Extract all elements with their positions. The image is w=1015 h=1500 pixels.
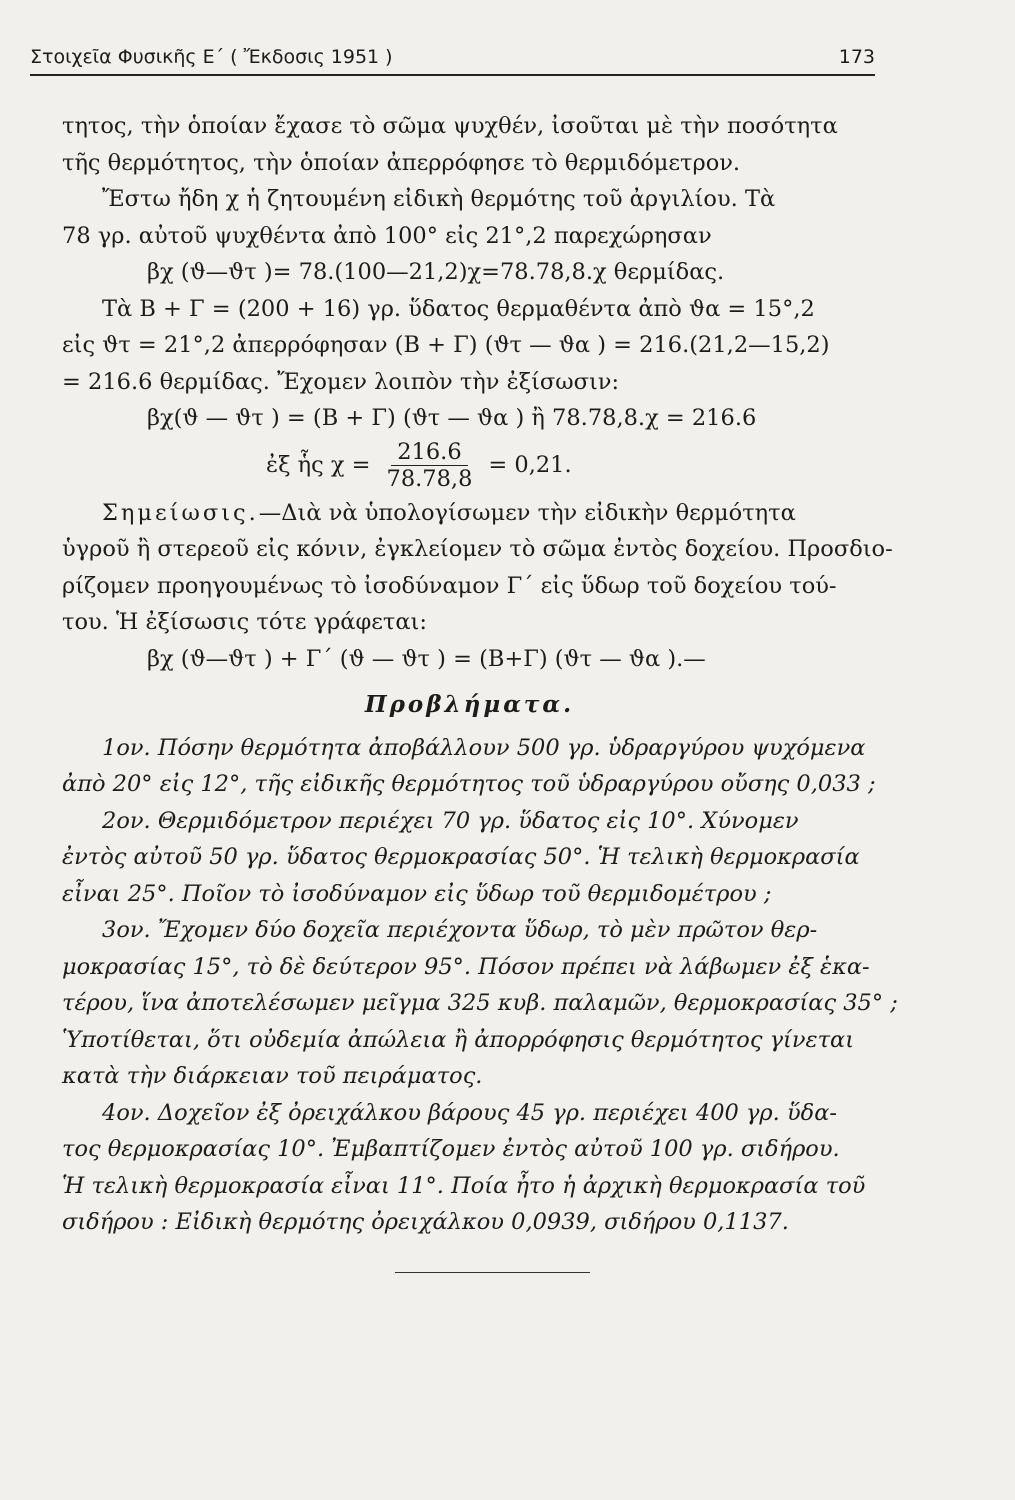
problem-line: 4ον. Δοχεῖον ἐξ ὀρειχάλκου βάρους 45 γρ. περιέχει 400 γρ. ὕδα- [102,1099,837,1126]
fraction-numerator: 216.6 [391,439,467,466]
fraction-denominator: 78.78,8 [386,466,473,492]
problem-line: σιδήρου : Εἰδικὴ θερμότης ὀρειχάλκου 0,0939, σιδήρου 0,1137. [62,1209,789,1235]
note-label: Σημείωσις. [102,499,259,526]
page-number: 173 [838,46,875,68]
problem-line: κατὰ τὴν διάρκειαν τοῦ πειράματος. [62,1063,483,1089]
problems-title: Προβλήματα. [364,691,575,718]
fraction-result: = 0,21. [488,452,572,479]
header-title: Στοιχεῖα Φυσικῆς Ε΄ ( Ἔκδοσις 1951 ) [30,46,393,68]
fraction [381,439,479,492]
problem-line: ἐντὸς αὐτοῦ 50 γρ. ὕδατος θερμοκρασίας 50°. Ἡ τελικὴ θερμοκρασία [62,844,860,870]
problem-line: εἶναι 25°. Ποῖον τὸ ἰσοδύναμον εἰς ὕδωρ τοῦ θερμιδομέτρου ; [62,880,772,907]
problem-line: τέρου, ἵνα ἀποτελέσωμεν μεῖγμα 325 κυβ. παλαμῶν, θερμοκρασίας 35° ; [62,990,898,1016]
text-line: = 216.6 θερμίδας. Ἔχομεν λοιπὸν τὴν ἐξίσωσιν: [62,368,620,395]
fraction-equation [62,437,877,495]
text-line: 78 γρ. αὐτοῦ ψυχθέντα ἀπὸ 100° εἰς 21°,2 παρεχώρησαν [62,222,712,249]
problem-line: Ὑποτίθεται, ὅτι οὐδεμία ἀπώλεια ἢ ἀπορρόφησις θερμότητος γίνεται [62,1026,855,1053]
text-line: ρίζομεν προηγουμένως τὸ ἰσοδύναμον Γ΄ εἰς ὕδωρ τοῦ δοχείου τού- [62,572,837,599]
page-body [62,108,898,1241]
note-text: —Διὰ νὰ ὑπολογίσωμεν τὴν εἰδικὴν θερμότητα [258,499,796,526]
equation-line: βχ (ϑ—ϑτ ) + Γ΄ (ϑ — ϑτ ) = (Β+Γ) (ϑτ — ϑα ).— [147,645,706,672]
text-line: εἰς ϑτ = 21°,2 ἀπερρόφησαν (Β + Γ) (ϑτ — ϑα ) = 216.(21,2—15,2) [62,332,830,358]
text-line: τητος, τὴν ὁποίαν ἔχασε τὸ σῶμα ψυχθέν, ἰσοῦται μὲ τὴν ποσότητα [62,113,838,139]
fraction-prefix: ἐξ ἧς χ = [266,452,371,479]
problem-line: ἀπὸ 20° εἰς 12°, τῆς εἰδικῆς θερμότητος τοῦ ὑδραργύρου οὔσης 0,033 ; [62,771,876,797]
problem-line: 1ον. Πόσην θερμότητα ἀποβάλλουν 500 γρ. ὑδραργύρου ψυχόμενα [102,734,866,761]
text-line: Ἔστω ἤδη χ ἡ ζητουμένη εἰδικὴ θερμότης τοῦ ἀργιλίου. Τὰ [102,186,776,212]
equation-line: βχ(ϑ — ϑτ ) = (Β + Γ) (ϑτ — ϑα ) ἢ 78.78,8.χ = 216.6 [147,405,757,431]
text-line: ὑγροῦ ἢ στερεοῦ εἰς κόνιν, ἐγκλείομεν τὸ σῶμα ἐντὸς δοχείου. Προσδιο- [62,536,893,562]
problem-line: Ἡ τελικὴ θερμοκρασία εἶναι 11°. Ποία ἦτο ἡ ἀρχικὴ θερμοκρασία τοῦ [62,1172,866,1199]
note-line [62,495,877,532]
text-line: Τὰ Β + Γ = (200 + 16) γρ. ὕδατος θερμαθέντα ἀπὸ ϑα = 15°,2 [102,295,815,322]
text-line: του. Ἡ ἐξίσωσις τότε γράφεται: [62,609,427,635]
problem-line: 2ον. Θερμιδόμετρον περιέχει 70 γρ. ὕδατος εἰς 10°. Χύνομεν [102,807,799,834]
problem-line: μοκρασίας 15°, τὸ δὲ δεύτερον 95°. Πόσον πρέπει νὰ λάβωμεν ἐξ ἑκα- [62,953,870,980]
text-line: τῆς θερμότητος, τὴν ὁποίαν ἀπερρόφησε τὸ θερμιδόμετρον. [62,149,741,176]
closing-divider [395,1272,590,1273]
problem-line: 3ον. Ἔχομεν δύο δοχεῖα περιέχοντα ὕδωρ, τὸ μὲν πρῶτον θερ- [102,917,818,943]
equation-line: βχ (ϑ—ϑτ )= 78.(100—21,2)χ=78.78,8.χ θερμίδας. [147,259,725,285]
problem-line: τος θερμοκρασίας 10°. Ἐμβαπτίζομεν ἐντὸς αὐτοῦ 100 γρ. σιδήρου. [62,1136,840,1162]
running-header [30,46,875,76]
